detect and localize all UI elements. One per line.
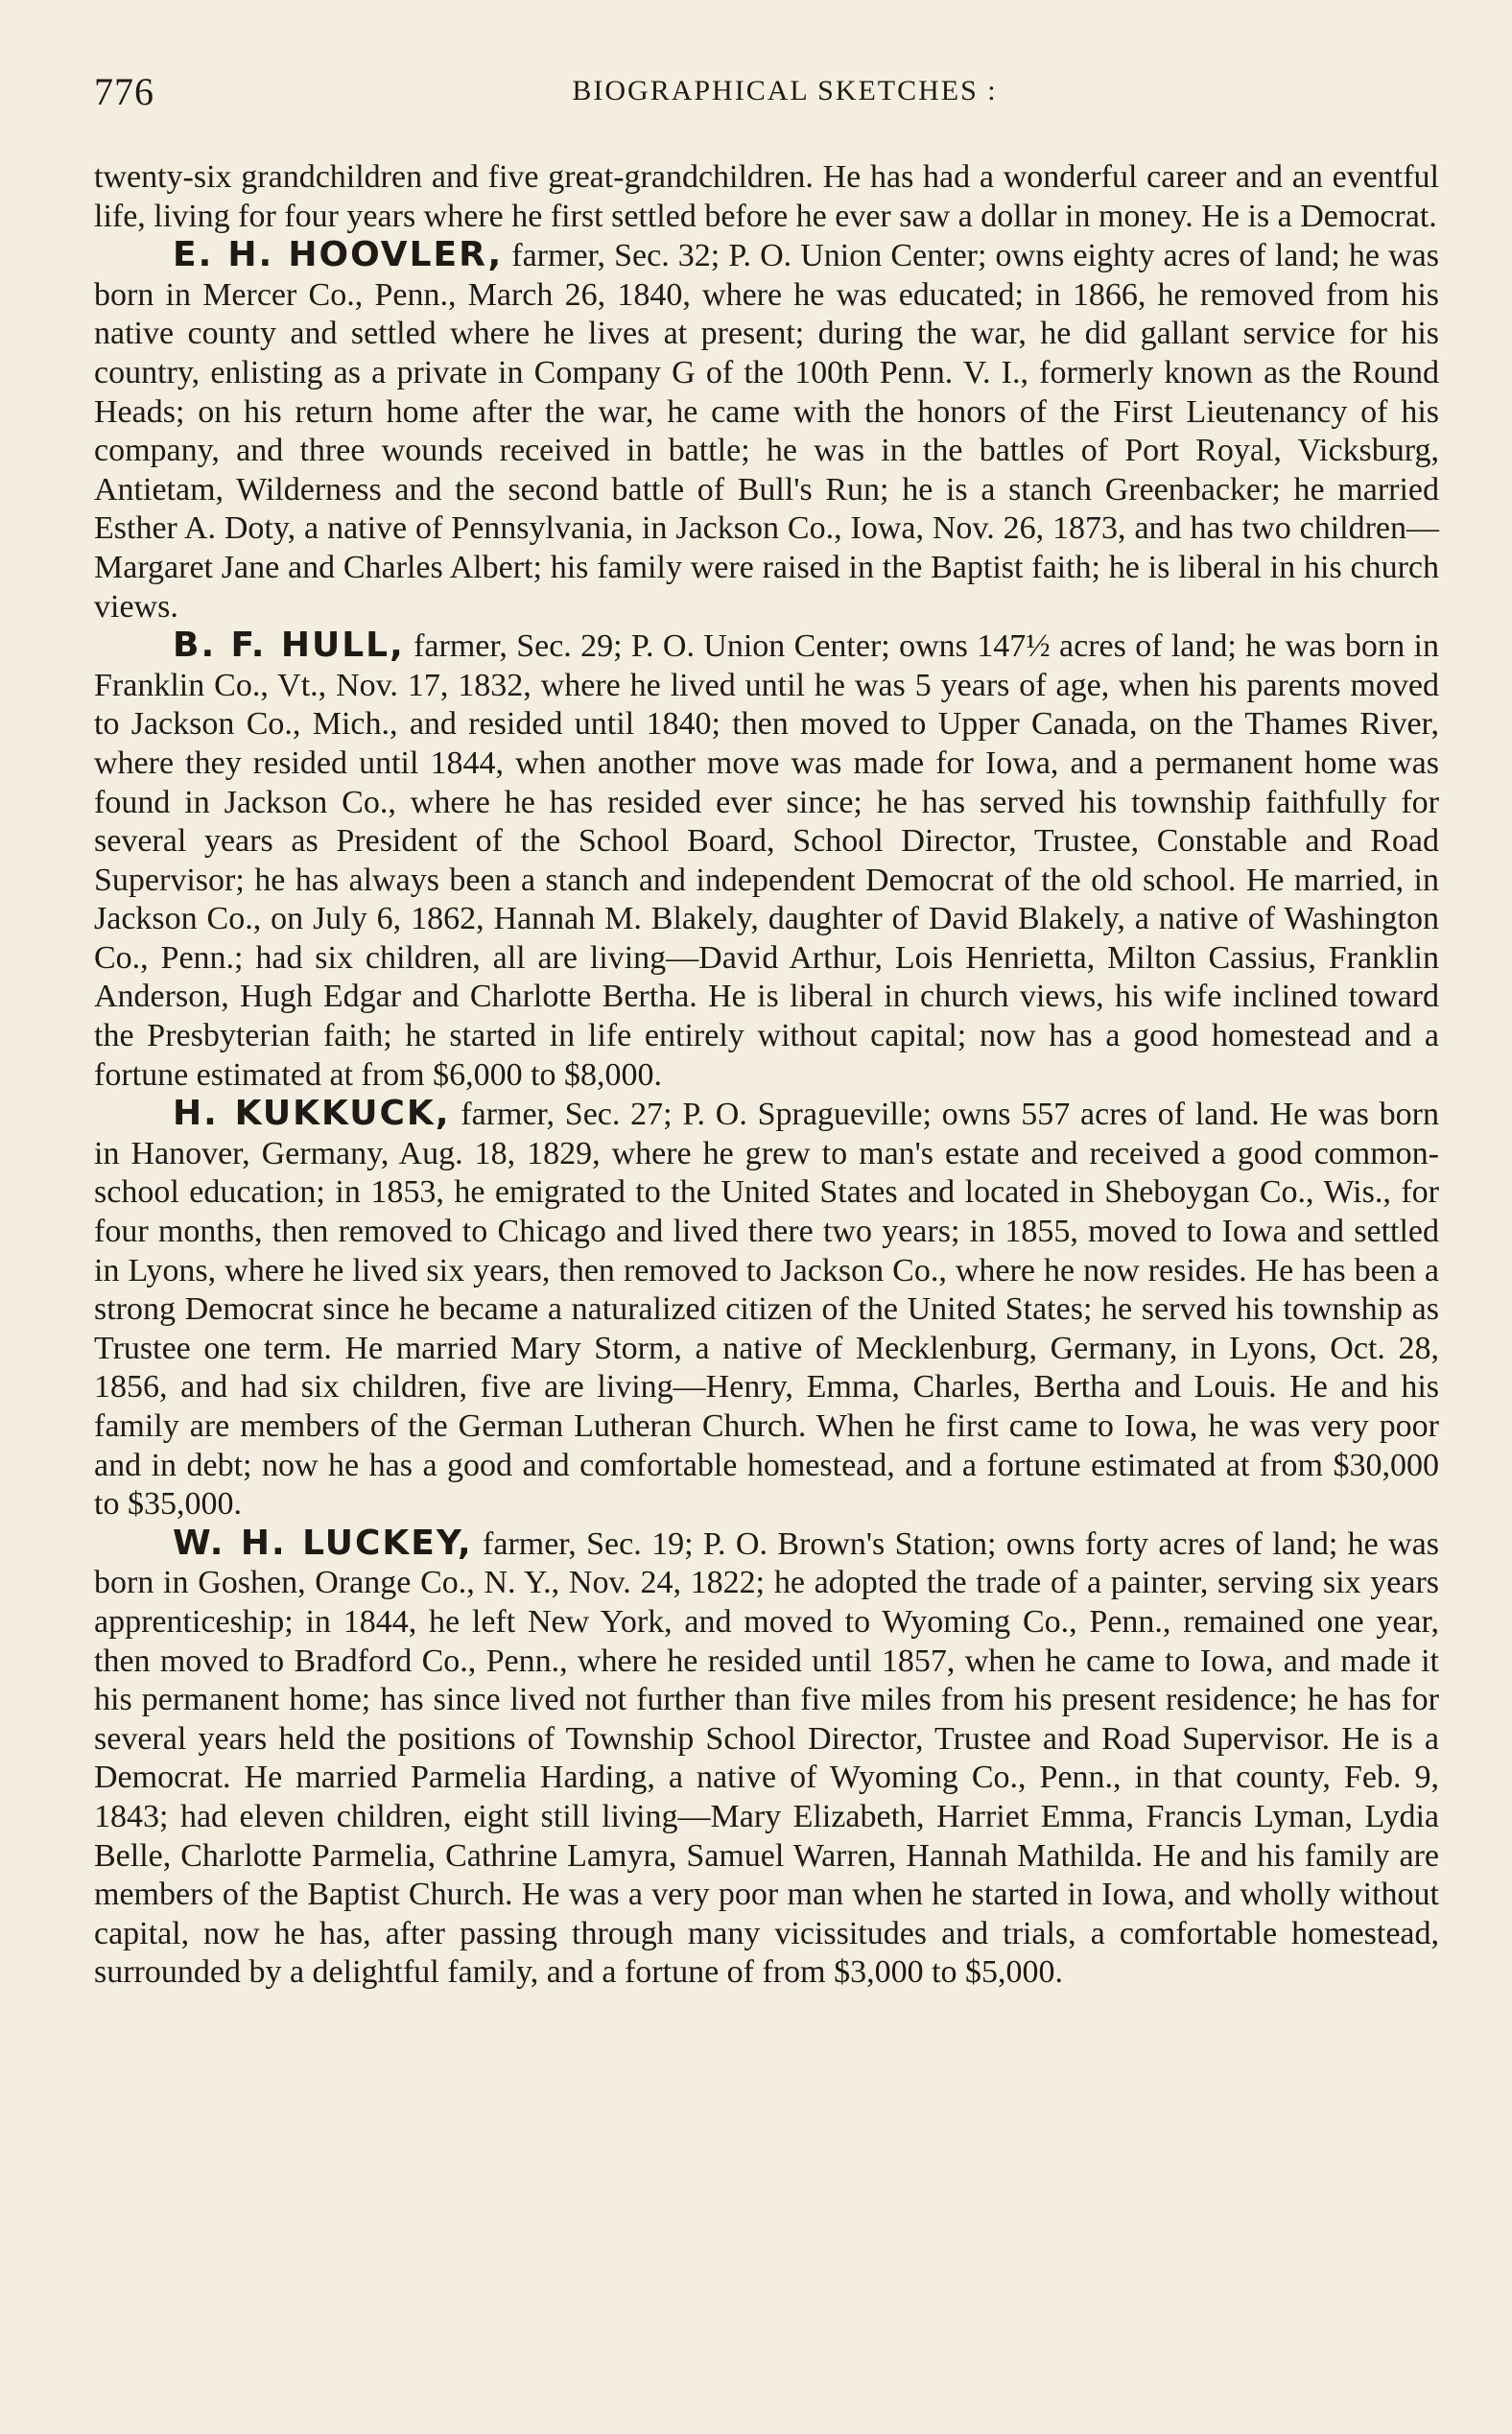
biography-entry — [94, 626, 1439, 1095]
biography-entry — [94, 1524, 1439, 1993]
page-number: 776 — [94, 70, 154, 113]
entry-text: farmer, Sec. 27; P. O. Spragueville; owns 557 acres of land. He was born in Hanover, Germany, Aug. 18, 1829, where he grew to man's estate and received a good common-school education; in 1853, he emigrated to the United States and located in Sheboygan Co., Wis., for four months, then removed to Chicago and lived there two years; in 1855, moved to Iowa and settled in Lyons, where he lived six years, then removed to Jackson Co., where he now resides. He has been a strong Democrat since he became a naturalized citizen of the United States; he served his township as Trustee one term. He married Mary Storm, a native of Mecklenburg, Germany, in Lyons, Oct. 28, 1856, and had six children, five are living—Henry, Emma, Charles, Bertha and Louis. He and his family are members of the German Lutheran Church. When he first came to Iowa, he was very poor and in debt; now he has a good and comfortable homestead, and a fortune estimated at from $30,000 to $35,000. — [94, 1097, 1439, 1523]
entry-text: farmer, Sec. 29; P. O. Union Center; owns 147½ acres of land; he was born in Franklin Co., Vt., Nov. 17, 1832, where he lived until he was 5 years of age, when his parents moved to Jackson Co., Mich., and resided until 1840; then moved to Upper Canada, on the Thames River, where they resided until 1844, when another move was made for Iowa, and a permanent home was found in Jackson Co., where he has resided ever since; he has served his township faithfully for several years as President of the School Board, School Director, Trustee, Constable and Road Supervisor; he has always been a stanch and independent Democrat of the old school. He married, in Jackson Co., on July 6, 1862, Hannah M. Blakely, daughter of David Blakely, a native of Washington Co., Penn.; had six children, all are living—David Arthur, Lois Henrietta, Milton Cassius, Franklin Anderson, Hugh Edgar and Charlotte Bertha. He is liberal in church views, his wife inclined toward the Presbyterian faith; he started in life entirely without capital; now has a good homestead and a fortune estimated at from $6,000 to $8,000. — [94, 628, 1439, 1093]
entry-name: H. KUKKUCK, — [173, 1094, 451, 1134]
entry-name: E. H. HOOVLER, — [173, 235, 504, 275]
biography-entry — [94, 1095, 1439, 1524]
body-text — [94, 158, 1439, 1993]
entry-name: B. F. HULL, — [173, 626, 405, 666]
entry-text: farmer, Sec. 32; P. O. Union Center; owns eighty acres of land; he was born in Mercer Co., Penn., March 26, 1840, where he was educated; in 1866, he removed from his native county and settled where he lives at present; during the war, he did gallant service for his country, enlisting as a private in Company G of the 100th Penn. V. I., formerly known as the Round Heads; on his return home after the war, he came with the honors of the First Lieutenancy of his company, and three wounds received in battle; he was in the battles of Port Royal, Vicksburg, Antietam, Wilderness and the second battle of Bull's Run; he is a stanch Greenbacker; he married Esther A. Doty, a native of Pennsylvania, in Jackson Co., Iowa, Nov. 26, 1873, and has two children—Margaret Jane and Charles Albert; his family were raised in the Baptist faith; he is liberal in his church views. — [94, 238, 1439, 625]
intro-paragraph: twenty-six grandchildren and five great-grandchildren. He has had a wonderful career and an eventful life, living for four years where he first settled before he ever saw a dollar in money. He is a Democrat. — [94, 159, 1439, 234]
biography-entry — [94, 236, 1439, 626]
page-header — [94, 69, 1418, 117]
running-head: BIOGRAPHICAL SKETCHES : — [572, 75, 998, 106]
entry-text: farmer, Sec. 19; P. O. Brown's Station; owns forty acres of land; he was born in Goshen, Orange Co., N. Y., Nov. 24, 1822; he adopted the trade of a painter, serving six years apprenticeship; in 1844, he left New York, and moved to Wyoming Co., Penn., remained one year, then moved to Bradford Co., Penn., where he resided until 1857, when he came to Iowa, and made it his permanent home; has since lived not further than five miles from his present residence; he has for several years held the positions of Township School Director, Trustee and Road Supervisor. He is a Democrat. He married Parmelia Harding, a native of Wyoming Co., Penn., in that county, Feb. 9, 1843; had eleven children, eight still living—Mary Elizabeth, Harriet Emma, Francis Lyman, Lydia Belle, Charlotte Parmelia, Cathrine Lamyra, Samuel Warren, Hannah Mathilda. He and his family are members of the Baptist Church. He was a very poor man when he started in Iowa, and wholly without capital, now he has, after passing through many vicissitudes and trials, a comfortable homestead, surrounded by a delightful family, and a fortune of from $3,000 to $5,000. — [94, 1525, 1440, 1991]
entry-name: W. H. LUCKEY, — [173, 1523, 473, 1563]
